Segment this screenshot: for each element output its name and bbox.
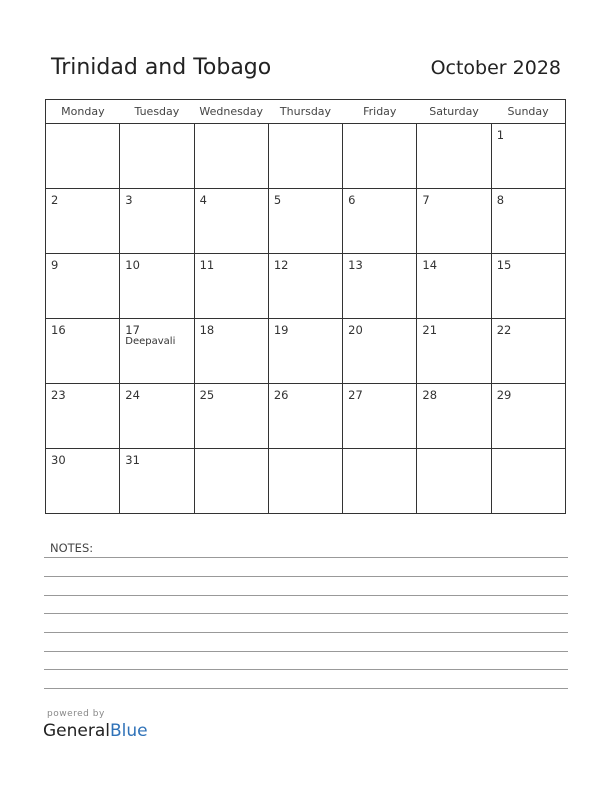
day-number: 23: [51, 388, 66, 402]
calendar-week-row: [46, 254, 566, 319]
calendar-week-row: [46, 124, 566, 189]
notes-line: [44, 576, 568, 577]
day-number: 16: [51, 323, 66, 337]
day-cell: [417, 254, 491, 319]
day-cell: [491, 254, 565, 319]
calendar-title: Trinidad and Tobago: [51, 55, 272, 80]
weekday-saturday: Saturday: [417, 100, 491, 124]
day-number: 22: [496, 323, 512, 337]
day-number: 21: [422, 323, 438, 337]
day-number: 28: [422, 388, 438, 402]
day-number: 1: [496, 128, 505, 142]
day-cell: [46, 189, 120, 254]
day-number: 31: [125, 453, 140, 467]
day-cell: [268, 189, 342, 254]
day-cell: [417, 449, 491, 514]
day-cell: [120, 384, 194, 449]
day-cell: [491, 449, 565, 514]
day-cell: [194, 319, 268, 384]
day-number: 7: [422, 193, 430, 207]
notes-line: [44, 613, 568, 614]
day-number: 12: [273, 258, 289, 272]
day-cell: [120, 124, 194, 189]
day-cell: [268, 384, 342, 449]
day-cell: [417, 319, 491, 384]
day-cell: [120, 449, 194, 514]
day-cell: [417, 384, 491, 449]
day-cell: [343, 189, 417, 254]
brand-general: General: [43, 721, 110, 741]
day-number: 19: [273, 323, 289, 337]
weekday-header-row: [46, 100, 566, 124]
day-number: 25: [199, 388, 215, 402]
day-number: 27: [348, 388, 363, 402]
day-cell: [417, 189, 491, 254]
day-number: 14: [422, 258, 438, 272]
calendar-week-row: [46, 384, 566, 449]
day-cell: [120, 319, 194, 384]
day-cell: [194, 449, 268, 514]
weekday-wednesday: Wednesday: [194, 100, 268, 124]
day-cell: [46, 449, 120, 514]
weekday-thursday: Thursday: [268, 100, 342, 124]
weekday-friday: Friday: [343, 100, 417, 124]
day-number: 2: [51, 193, 59, 207]
day-cell: [194, 189, 268, 254]
day-cell: [417, 124, 491, 189]
day-cell: [46, 319, 120, 384]
day-number: 4: [199, 193, 207, 207]
day-cell: [491, 319, 565, 384]
day-number: 30: [51, 453, 66, 467]
month-year: October 2028: [430, 57, 561, 79]
notes-line: [44, 688, 568, 689]
holiday-label: Deepavali: [125, 336, 176, 347]
weekday-monday: Monday: [46, 100, 120, 124]
brand-blue: Blue: [110, 721, 148, 741]
day-cell: [46, 254, 120, 319]
day-cell: [194, 384, 268, 449]
day-cell: [491, 384, 565, 449]
day-number: 11: [199, 258, 215, 272]
day-number: 6: [348, 193, 356, 207]
day-number: 26: [273, 388, 289, 402]
day-number: 5: [273, 193, 282, 207]
day-cell: [268, 449, 342, 514]
day-cell: [343, 384, 417, 449]
day-cell: [343, 449, 417, 514]
generalblue-logo[interactable]: [43, 721, 148, 741]
day-cell: [46, 384, 120, 449]
day-number: 18: [199, 323, 215, 337]
day-number: 20: [348, 323, 363, 337]
day-cell: [268, 254, 342, 319]
calendar-week-row: [46, 189, 566, 254]
day-number: 17: [125, 323, 140, 337]
day-cell: [120, 189, 194, 254]
day-cell: [343, 319, 417, 384]
calendar-week-row: [46, 449, 566, 514]
day-number: 13: [348, 258, 363, 272]
notes-line: [44, 595, 568, 596]
day-cell: [343, 254, 417, 319]
day-number: 24: [125, 388, 140, 402]
notes-label: NOTES:: [50, 541, 94, 555]
day-cell: [491, 189, 565, 254]
day-cell: [194, 254, 268, 319]
calendar-week-row: [46, 319, 566, 384]
day-cell: [120, 254, 194, 319]
notes-line: [44, 651, 568, 652]
notes-line: [44, 632, 568, 633]
day-number: 3: [125, 193, 133, 207]
day-number: 9: [51, 258, 59, 272]
day-number: 8: [496, 193, 505, 207]
day-cell: [268, 124, 342, 189]
notes-line: [44, 557, 568, 558]
day-cell: [268, 319, 342, 384]
calendar-grid: [45, 99, 566, 514]
powered-by-text: powered by: [47, 709, 105, 719]
day-number: 29: [496, 388, 512, 402]
weekday-sunday: Sunday: [491, 100, 565, 124]
day-number: 10: [125, 258, 140, 272]
notes-line: [44, 669, 568, 670]
day-cell: [46, 124, 120, 189]
weekday-tuesday: Tuesday: [120, 100, 194, 124]
day-cell: [343, 124, 417, 189]
day-cell: [491, 124, 565, 189]
day-cell: [194, 124, 268, 189]
day-number: 15: [496, 258, 512, 272]
